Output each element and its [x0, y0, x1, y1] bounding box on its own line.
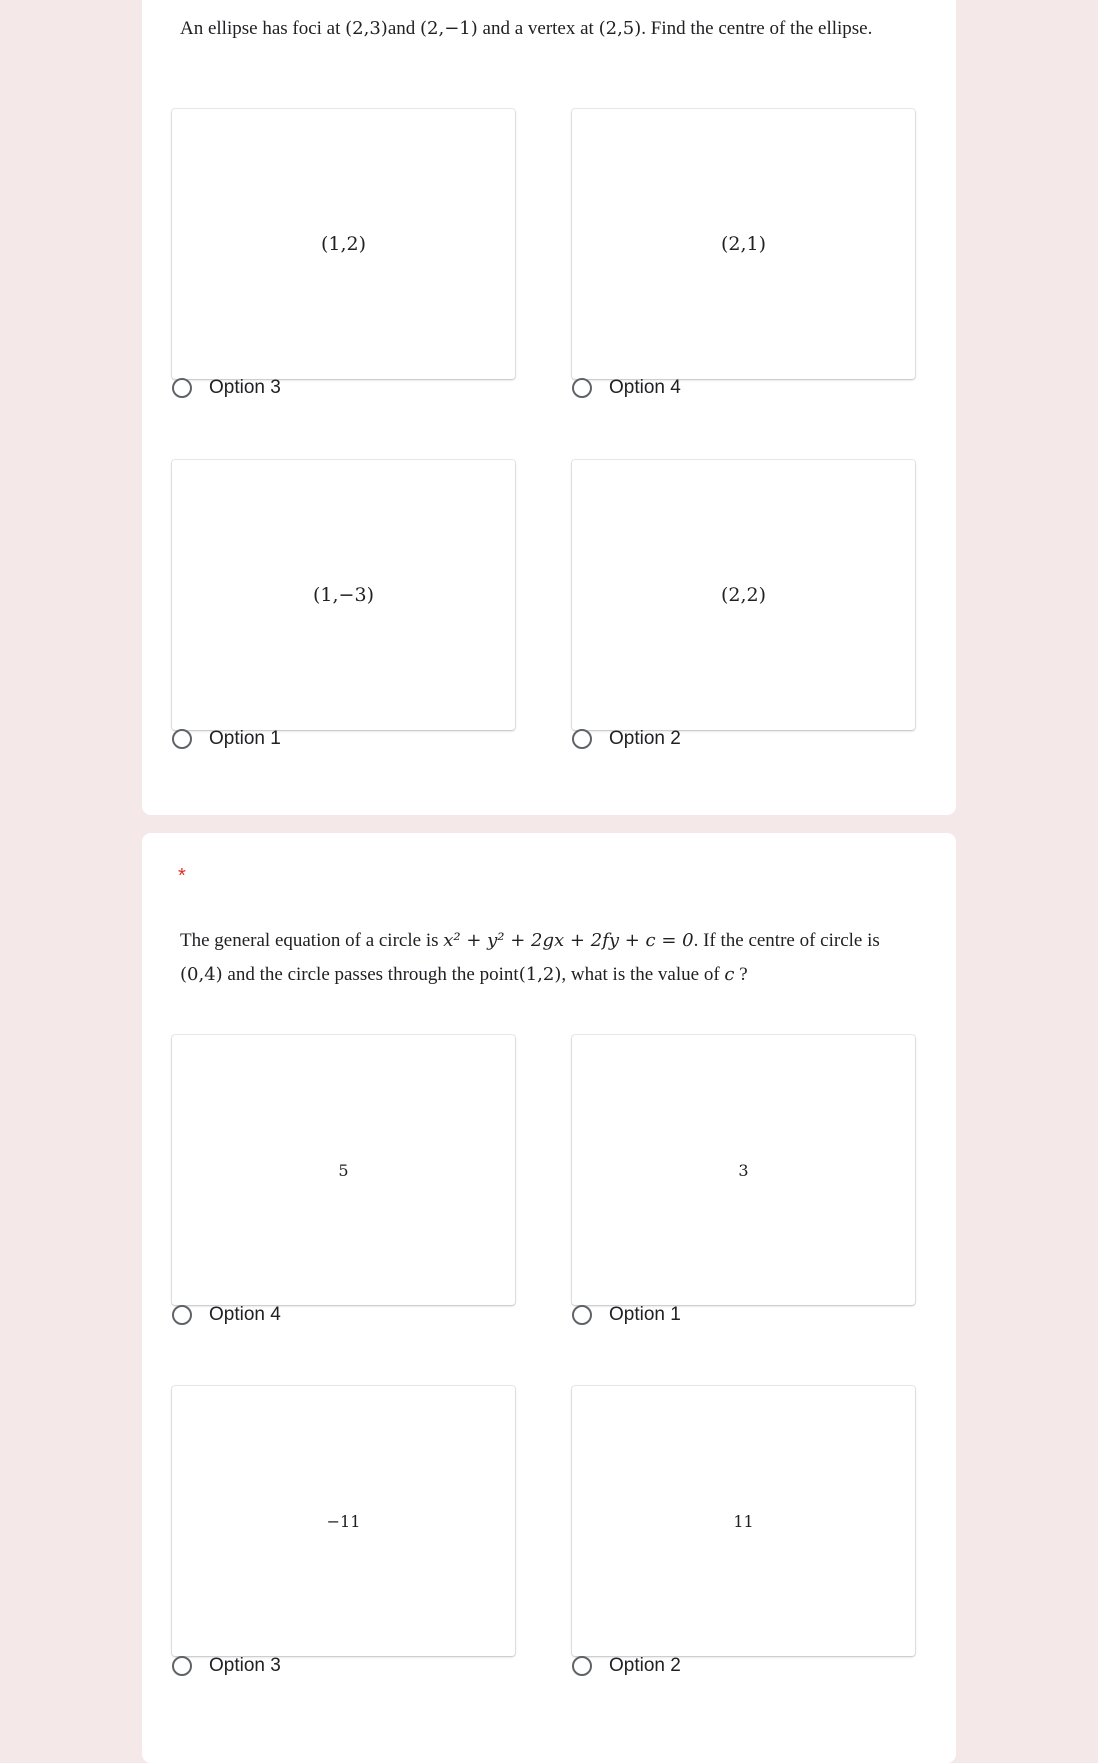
option-value: (2,2)	[720, 584, 767, 606]
question-text-part: ?	[734, 964, 748, 985]
radio-option-3[interactable]	[172, 1651, 281, 1681]
option-value: 5	[338, 1160, 349, 1180]
option-image-2-1[interactable]	[572, 109, 915, 379]
radio-label: Option 1	[609, 1304, 681, 1325]
radio-button[interactable]	[172, 1656, 192, 1676]
radio-label: Option 1	[209, 728, 281, 749]
option-image-3[interactable]	[572, 1035, 915, 1305]
radio-button[interactable]	[572, 1305, 592, 1325]
radio-button[interactable]	[172, 378, 192, 398]
required-asterisk: *	[178, 865, 186, 887]
radio-label: Option 3	[209, 1655, 281, 1676]
question-text-part: . If the centre of circle is	[693, 930, 880, 951]
radio-button[interactable]	[172, 1305, 192, 1325]
radio-label: Option 4	[209, 1304, 281, 1325]
option-image-5[interactable]	[172, 1035, 515, 1305]
option-value: −11	[326, 1511, 361, 1531]
radio-label: Option 3	[209, 377, 281, 398]
option-image-11[interactable]	[572, 1386, 915, 1656]
option-value: (2,1)	[720, 233, 767, 255]
option-value: 3	[738, 1160, 749, 1180]
math-expression: (2,3)	[345, 18, 388, 39]
option-image-1-2[interactable]	[172, 109, 515, 379]
radio-option-4[interactable]	[572, 373, 681, 403]
radio-button[interactable]	[572, 729, 592, 749]
radio-option-2[interactable]	[572, 1651, 681, 1681]
radio-label: Option 2	[609, 1655, 681, 1676]
question-text-part: , what is the value of	[561, 964, 725, 985]
radio-button[interactable]	[172, 729, 192, 749]
math-expression: (1,2)	[518, 964, 562, 985]
option-value: 11	[733, 1511, 754, 1531]
option-value: (1,−3)	[313, 584, 374, 606]
radio-option-4[interactable]	[172, 1300, 281, 1330]
question-card-ellipse	[142, 0, 956, 815]
question-card-circle	[142, 833, 956, 1763]
question-text-part: and a vertex at	[477, 18, 599, 39]
option-value: (1,2)	[320, 233, 367, 255]
radio-option-1[interactable]	[172, 724, 281, 754]
question-text	[180, 924, 900, 992]
math-expression: (0,4)	[180, 964, 223, 985]
math-expression: c	[724, 964, 735, 985]
question-text-part: An ellipse has foci at	[180, 18, 346, 39]
question-text-part: . Find the centre of the ellipse.	[641, 18, 873, 39]
question-text-part: and the circle passes through the point	[222, 964, 519, 985]
option-image-minus11[interactable]	[172, 1386, 515, 1656]
question-text	[180, 12, 900, 46]
radio-label: Option 4	[609, 377, 681, 398]
option-image-1-minus3[interactable]	[172, 460, 515, 730]
question-text-part: and	[387, 18, 421, 39]
radio-option-2[interactable]	[572, 724, 681, 754]
math-expression: (2,5)	[598, 18, 642, 39]
radio-option-3[interactable]	[172, 373, 281, 403]
math-expression: x² + y² + 2gx + 2fy + c = 0	[443, 930, 694, 951]
math-expression: (2,−1)	[420, 18, 478, 39]
radio-button[interactable]	[572, 1656, 592, 1676]
radio-option-1[interactable]	[572, 1300, 681, 1330]
radio-label: Option 2	[609, 728, 681, 749]
question-text-part: The general equation of a circle is	[180, 930, 444, 951]
option-image-2-2[interactable]	[572, 460, 915, 730]
radio-button[interactable]	[572, 378, 592, 398]
